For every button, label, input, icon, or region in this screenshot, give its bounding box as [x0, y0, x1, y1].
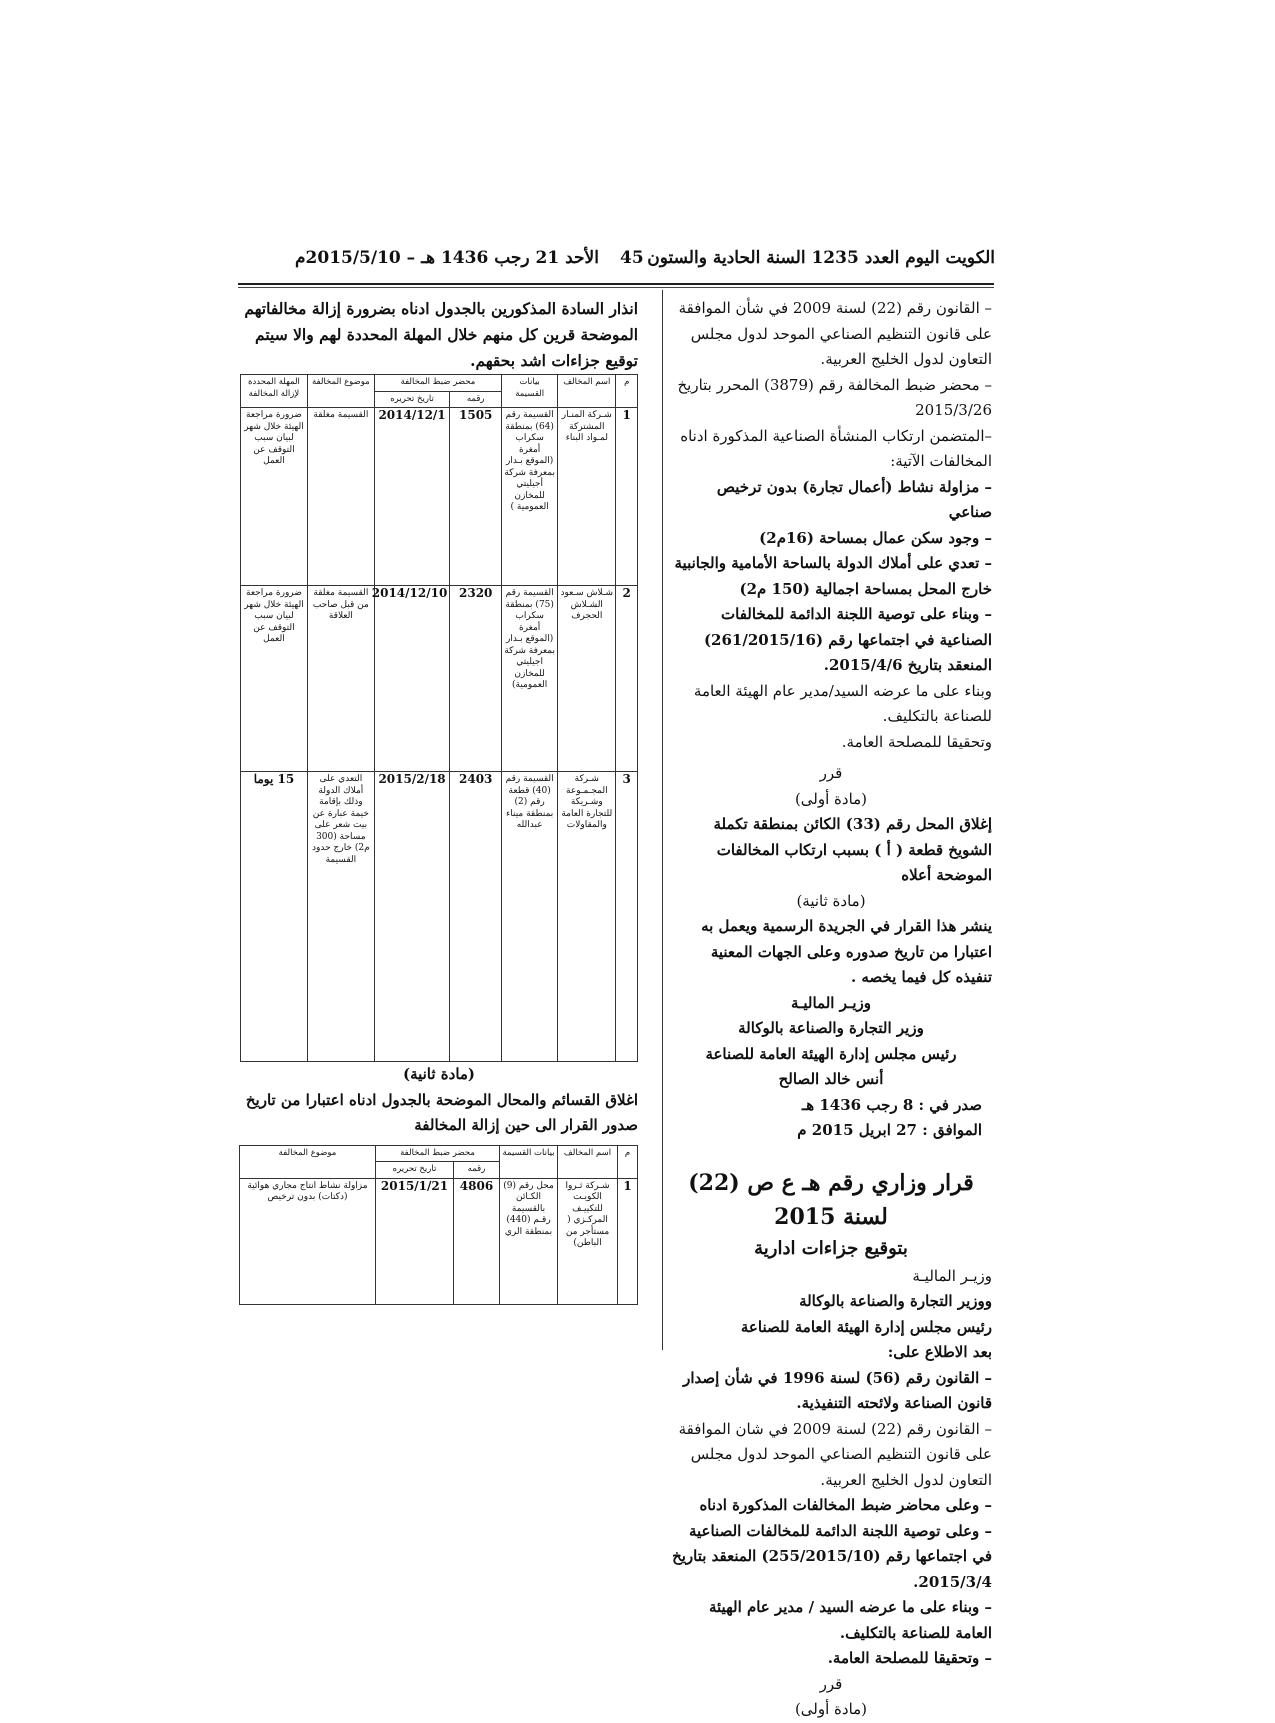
- article-heading: (مادة أولى): [794, 789, 868, 808]
- header-rule-thin: [238, 287, 994, 288]
- column-divider: [662, 290, 663, 1350]
- col-header-violator: اسم المخالف: [558, 1145, 618, 1178]
- cell-subject: القسيمة مغلقة: [307, 408, 374, 586]
- cell-subject: مزاولة نشاط انتاج مجاري هوائية (دكتات) بدون ترخيص: [240, 1178, 376, 1304]
- article-text: اغلاق القسائم والمحال الموضحة بالجدول ادناه اعتبارا من تاريخ صدور القرار الى حين إزالة المخالفة: [245, 1090, 638, 1134]
- decree-line: – وعلى توصية اللجنة الدائمة للمخالفات الصناعية في اجتماعها رقم (255/2015/10) المنعقد بتاريخ 2015/3/4.: [672, 1521, 992, 1591]
- table-row: [241, 408, 638, 586]
- cell-plot: القسيمة رقم (64) بمنطقة سكراب أمغرة (الموقع بـدار بمعرفة شركة أجيليتي للمخازن العمومية ): [502, 408, 558, 586]
- header-date: الأحد 21 رجب 1436 هـ – 2015/5/10م: [295, 248, 599, 268]
- decree-line: بعد الاطلاع على:: [887, 1343, 992, 1361]
- paragraph: – القانون رقم (22) لسنة 2009 في شأن الموافقة على قانون التنظيم الصناعي الموحد لدول مجلس التعاون لدول الخليج العربية.: [678, 299, 992, 368]
- decree-line: – القانون رقم (22) لسنة 2009 في شان الموافقة على قانون التنظيم الصناعي الموحد لدول مجلس التعاون لدول الخليج العربية.: [678, 1419, 992, 1489]
- col-header-subject: موضوع المخالفة: [307, 375, 374, 408]
- cell-record-no: 4806: [454, 1178, 500, 1304]
- decree-line: – وتحقيقا للمصلحة العامة.: [827, 1649, 992, 1667]
- col-header-plot: بيانات القسيمة: [502, 375, 558, 408]
- warning-intro: انذار السادة المذكورين بالجدول ادناه بضرورة إزالة مخالفاتهم الموضحة قرين كل منهم خلال المهلة المحددة لهم والا سيتم توقيع جزاءات اشد بحقهم.: [244, 299, 638, 370]
- paragraph: وبناء على ما عرضه السيد/مدير عام الهيئة العامة للصناعة بالتكليف.: [693, 681, 992, 725]
- col-header-record-no: رقمه: [454, 1162, 500, 1179]
- cell-no: 1: [616, 408, 638, 586]
- paragraph: – تعدي على أملاك الدولة بالساحة الأمامية والجانبية خارج المحل بمساحة اجمالية (150 م2): [674, 554, 992, 598]
- decree-line: – القانون رقم (56) لسنة 1996 في شأن إصدار قانون الصناعة ولائحته التنفيذية.: [683, 1368, 992, 1412]
- decree-title: قرار وزاري رقم هـ ع ص (22) لسنة 2015: [688, 1169, 974, 1230]
- cell-deadline: ضرورة مراجعة الهيئة خلال شهر لبيان سبب التوقف عن العمل: [241, 408, 308, 586]
- paragraph: وتحقيقا للمصلحة العامة.: [841, 732, 992, 751]
- page-number: 45: [620, 248, 644, 268]
- cell-no: 2: [616, 586, 638, 772]
- warnings-table: [240, 374, 638, 1062]
- signature-line: وزيـر الماليـة: [790, 993, 872, 1012]
- table-row: [241, 772, 638, 1062]
- cell-deadline: 15 يوما: [241, 772, 308, 1062]
- paragraph: – محضر ضبط المخالفة رقم (3879) المحرر بتاريخ 2015/3/26: [677, 375, 992, 419]
- cell-violator: شـركة ثـروا الكويـت للتكييـف المركـزي ( مستأجر من الباطن): [558, 1178, 618, 1304]
- article-heading: (مادة ثانية): [796, 891, 866, 910]
- cell-plot: محل رقم (9) الكـائن بالقسيمة رقـم (440) بمنطقة الري: [500, 1178, 558, 1304]
- decree-line: – وبناء على ما عرضه السيد / مدير عام الهيئة العامة للصناعة بالتكليف.: [708, 1598, 992, 1642]
- cell-deadline: ضرورة مراجعة الهيئة خلال شهر لبيان سبب التوقف عن العمل: [241, 586, 308, 772]
- col-header-record-date: تاريخ تحريره: [374, 391, 450, 408]
- col-header-subject: موضوع المخالفة: [240, 1145, 376, 1178]
- decided-heading: قرر: [819, 1674, 843, 1693]
- decree-line: – وعلى محاضر ضبط المخالفات المذكورة ادناه: [699, 1496, 992, 1514]
- col-header-record-no: رقمه: [450, 391, 502, 408]
- header-issue: الكويت اليوم العدد 1235 السنة الحادية والستون: [647, 248, 995, 268]
- cell-subject: التعدي على أملاك الدولة وذلك بإقامة خيمة عبارة عن بيت شعر على مساحة (300 م2) خارج حدود القسيمة: [307, 772, 374, 1062]
- cell-record-date: 2015/1/21: [376, 1178, 454, 1304]
- signature-line: وزير التجارة والصناعة بالوكالة: [738, 1019, 924, 1037]
- table-row: [241, 586, 638, 772]
- col-header-record: محضر ضبط المخالفة: [374, 375, 501, 392]
- cell-record-date: 2014/12/1: [374, 408, 450, 586]
- decree-line: ووزير التجارة والصناعة بالوكالة: [799, 1292, 992, 1310]
- cell-no: 3: [616, 772, 638, 1062]
- cell-record-date: 2014/12/10: [374, 586, 450, 772]
- signature-name: أنس خالد الصالح: [778, 1070, 884, 1088]
- col-header-deadline: المهلة المحددة لإزالة المخالفة: [241, 375, 308, 408]
- article-heading: (مادة ثانية): [402, 1065, 476, 1083]
- article-heading: (مادة أولى): [794, 1700, 868, 1718]
- cell-violator: شـلاش سـعود الشـلاش الحجرف: [558, 586, 616, 772]
- decree-line: وزيـر الماليـة: [912, 1266, 992, 1285]
- paragraph: – مزاولة نشاط (أعمال تجارة) بدون ترخيص صناعي: [716, 477, 992, 521]
- decree-subtitle: بتوقيع جزاءات ادارية: [754, 1237, 908, 1259]
- article-text: ينشر هذا القرار في الجريدة الرسمية ويعمل به اعتبارا من تاريخ صدوره وعلى الجهات المعنية تنفيذه كل فيما يخصه .: [701, 917, 992, 986]
- article-text: إغلاق المحل رقم (33) الكائن بمنطقة تكملة الشويخ قطعة ( أ ) بسبب ارتكاب المخالفات الموضحة أعلاه: [713, 815, 992, 884]
- col-header-plot: بيانات القسيمة: [500, 1145, 558, 1178]
- issued-date: صدر في : 8 رجب 1436 هـ: [801, 1095, 982, 1114]
- cell-no: 1: [618, 1178, 638, 1304]
- paragraph: – وجود سكن عمال بمساحة (16م2): [759, 528, 992, 547]
- col-header-record: محضر ضبط المخالفة: [376, 1145, 500, 1162]
- col-header-no: م: [618, 1145, 638, 1178]
- paragraph: –المتضمن ارتكاب المنشأة الصناعية المذكورة ادناه المخالفات الآتية:: [680, 426, 992, 470]
- cell-record-no: 1505: [450, 408, 502, 586]
- table-row: [240, 1178, 638, 1304]
- decree-line: رئيس مجلس إدارة الهيئة العامة للصناعة: [740, 1317, 992, 1336]
- right-column: [670, 296, 992, 1723]
- cell-violator: شـركة المجـمـوعة وشـريكة للتجارة العامة والمقاولات: [558, 772, 616, 1062]
- closures-table: [239, 1145, 638, 1305]
- col-header-violator: اسم المخالف: [558, 375, 616, 408]
- cell-plot: القسيمة رقم (40) قطعة رقم (2) بمنطقة ميناء عبدالله: [502, 772, 558, 1062]
- cell-record-no: 2403: [450, 772, 502, 1062]
- corresponding-date: الموافق : 27 ابريل 2015 م: [797, 1121, 982, 1139]
- header-rule: [238, 283, 994, 285]
- cell-plot: القسيمة رقم (75) بمنطقة سكراب أمغرة (الموقع بـدار بمعرفة شركة اجيليتي للمخازن العمومية): [502, 586, 558, 772]
- paragraph: – وبناء على توصية اللجنة الدائمة للمخالفات الصناعية في اجتماعها رقم (261/2015/16) المنعقد بتاريخ 2015/4/6.: [703, 605, 992, 674]
- cell-record-no: 2320: [450, 586, 502, 772]
- cell-violator: شـركة المنـار المشتركة لمـواد البناء: [558, 408, 616, 586]
- cell-subject: القسيمة مغلقة من قبل صاحب العلاقة: [307, 586, 374, 772]
- col-header-no: م: [616, 375, 638, 408]
- signature-line: رئيس مجلس إدارة الهيئة العامة للصناعة: [705, 1044, 957, 1063]
- decided-heading: قرر: [819, 764, 843, 782]
- cell-record-date: 2015/2/18: [374, 772, 450, 1062]
- left-column: [240, 296, 638, 1305]
- col-header-record-date: تاريخ تحريره: [376, 1162, 454, 1179]
